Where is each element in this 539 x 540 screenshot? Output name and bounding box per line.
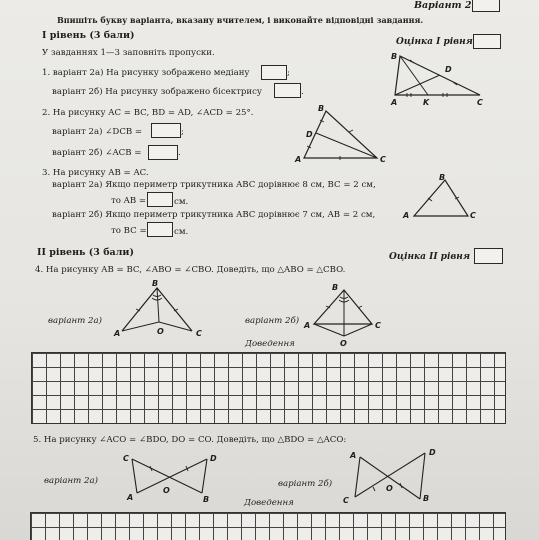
task1-label-D: D bbox=[445, 65, 452, 74]
level2-grade-box[interactable] bbox=[474, 248, 503, 264]
task4b-label-B: B bbox=[332, 283, 339, 292]
task1-line-a: 1. варіант 2а) На рисунку зображено медіану bbox=[42, 68, 250, 78]
task2-line-b: варіант 2б) ∠ACB = bbox=[52, 148, 142, 158]
task1-period: . bbox=[301, 87, 304, 97]
task5b-label-A: A bbox=[350, 451, 357, 460]
task5-answer-grid[interactable] bbox=[30, 512, 506, 540]
task4b-label-A: A bbox=[304, 321, 311, 330]
task3-text: 3. На рисунку AB = AC. bbox=[42, 168, 149, 178]
task2-period: . bbox=[178, 148, 181, 158]
task4a-label-O: O bbox=[157, 327, 164, 336]
task4-text: 4. На рисунку AB = BC, ∠ABO = ∠CBO. Доведіть, що △ABO = △CBO. bbox=[35, 265, 346, 275]
task5a-label-A: A bbox=[127, 493, 134, 502]
task2-label-C: C bbox=[380, 155, 386, 164]
task2-answer-b[interactable] bbox=[148, 145, 178, 160]
task4b-label-C: C bbox=[375, 321, 381, 330]
task5a-label-D: D bbox=[210, 454, 217, 463]
task3-figure bbox=[400, 170, 480, 220]
task3-answer-b[interactable] bbox=[147, 222, 173, 237]
task4-figure-a bbox=[112, 278, 202, 348]
task4b-label-O: O bbox=[340, 339, 347, 348]
task5b-label-D: D bbox=[429, 448, 436, 457]
task5-figure-b bbox=[340, 447, 450, 507]
task2-label-A: A bbox=[295, 155, 302, 164]
task3-line-a2: то AB = bbox=[111, 196, 147, 206]
task2-text: 2. На рисунку AC = BC, BD = AD, ∠ACD = 25°. bbox=[42, 108, 254, 118]
level2-title: ІІ рівень (3 бали) bbox=[37, 247, 134, 258]
level1-grade-label: Оцінка І рівня bbox=[396, 37, 473, 47]
task3-unit-a: см. bbox=[174, 197, 189, 207]
task1-answer-a[interactable] bbox=[261, 65, 287, 80]
instruction: Впишіть букву варіанта, вказану вчителем, і виконайте відповідні завдання. bbox=[57, 15, 424, 25]
task5a-label-O: O bbox=[163, 486, 170, 495]
task4a-label-C: C bbox=[196, 329, 202, 338]
task1-semicolon: ; bbox=[287, 68, 290, 78]
task5-variant-a: варіант 2а) bbox=[44, 476, 98, 486]
task4-figure-b bbox=[302, 280, 382, 350]
task3-unit-b: см. bbox=[174, 227, 189, 237]
task3-label-A: A bbox=[403, 211, 410, 220]
variant-box[interactable] bbox=[472, 0, 500, 12]
task5b-label-B: B bbox=[423, 494, 430, 503]
task3-line-b2: то BC = bbox=[111, 226, 147, 236]
task1-label-A: A bbox=[391, 98, 398, 107]
task2-answer-a[interactable] bbox=[151, 123, 181, 138]
task1-label-C: C bbox=[477, 98, 483, 107]
task4-variant-a: варіант 2а) bbox=[48, 316, 102, 326]
task4-proof: Доведення bbox=[245, 339, 295, 349]
task1-label-K: K bbox=[423, 98, 430, 107]
task5-proof: Доведення bbox=[244, 498, 294, 508]
task2-figure bbox=[292, 103, 392, 163]
task5b-label-O: O bbox=[386, 484, 393, 493]
variant-label: Варіант 2 bbox=[414, 0, 472, 11]
task3-answer-a[interactable] bbox=[147, 192, 173, 207]
task2-label-B: B bbox=[318, 104, 325, 113]
level1-grade-box[interactable] bbox=[473, 34, 501, 49]
task1-label-B: B bbox=[391, 52, 398, 61]
task5-figure-a bbox=[112, 447, 222, 507]
task5a-label-C: C bbox=[123, 454, 129, 463]
task5b-label-C: C bbox=[343, 496, 349, 505]
task5a-label-B: B bbox=[203, 495, 210, 504]
task1-line-b: варіант 2б) На рисунку зображено бісектрису bbox=[52, 87, 262, 97]
task3-label-C: C bbox=[470, 211, 476, 220]
task1-figure bbox=[385, 50, 505, 110]
task5-text: 5. На рисунку ∠ACO = ∠BDO, DO = CO. Доведіть, що △BDO = △ACO: bbox=[33, 435, 347, 445]
task3-line-b: варіант 2б) Якщо периметр трикутника ABC дорівнює 7 см, AB = 2 см, bbox=[52, 210, 376, 220]
task4-answer-grid[interactable] bbox=[31, 352, 506, 424]
task2-label-D: D bbox=[306, 130, 313, 139]
level1-intro: У завданнях 1—3 заповніть пропуски. bbox=[42, 48, 215, 58]
task3-label-B: B bbox=[439, 173, 446, 182]
task2-line-a: варіант 2а) ∠DCB = bbox=[52, 127, 143, 137]
level2-grade-label: Оцінка ІІ рівня bbox=[389, 252, 471, 262]
task5-variant-b: варіант 2б) bbox=[278, 479, 333, 489]
task2-semicolon: ; bbox=[181, 127, 184, 137]
task4a-label-A: A bbox=[114, 329, 121, 338]
task4-variant-b: варіант 2б) bbox=[245, 316, 300, 326]
level1-title: І рівень (3 бали) bbox=[42, 30, 135, 41]
task1-answer-b[interactable] bbox=[274, 83, 301, 98]
task3-line-a: варіант 2а) Якщо периметр трикутника ABC дорівнює 8 см, BC = 2 см, bbox=[52, 180, 376, 190]
task4a-label-B: B bbox=[152, 279, 159, 288]
